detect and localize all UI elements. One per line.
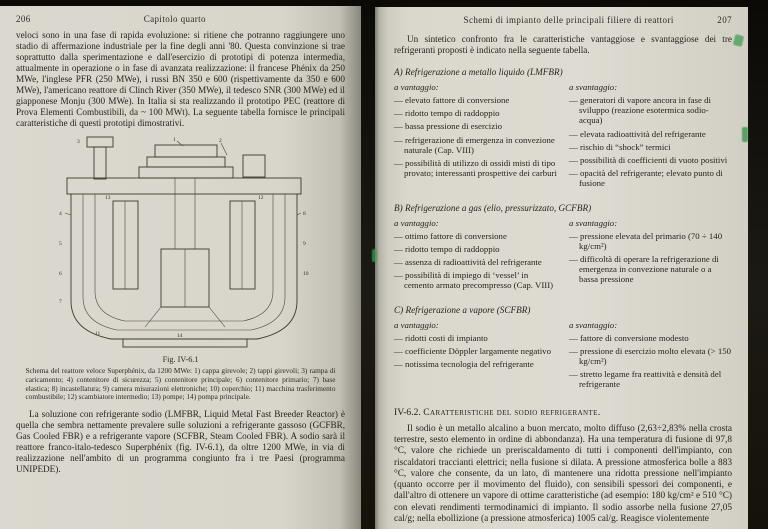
disadvantages-label: a svantaggio: [569,82,618,92]
advantage-item: — ridotti costi di impianto [394,332,488,343]
subsection-title-text: Caratteristiche del sodio refrigerante. [423,406,601,418]
left-paragraph-2: La soluzione con refrigerante sodio (LMFBR, Liquid Metal Fast Breeder Reactor) è quella che sembra nettamente prevalere sulle soluzioni a refrigerante gassoso (GCFBR, Gas Cooled FBR) e a refrigerante vapore (SCFBR, Steam Cooled FBR). A sodio sarà il reattore franco-italo-tedesco Superphénix (fig. IV-6.1), da oltre 1200 MWe, in via di realizzazione nell'ambito di un programma congiunto fra i tre Paesi (programma UNIPEDE). [16,409,345,475]
disadvantage-item: — rischio di “shock” termici [569,141,671,152]
left-page [0,6,361,529]
advantages-label: a vantaggio: [394,217,439,228]
scan-artifact [742,127,748,142]
right-section-title: Schemi di impianto delle principali filiere di reattori [463,15,674,25]
disadvantages-column [569,218,732,294]
advantage-item: — bassa pressione di esercizio [394,121,502,132]
subsection-heading [394,407,732,418]
subsection-number: IV-6.2. [394,406,421,418]
section-lmfbr [394,67,732,192]
disadvantage-item: — generatori di vapore ancora in fase di sviluppo (reazione esotermica sodio-acqua) [569,95,711,126]
disadvantages-label: a svantaggio: [569,319,618,330]
svg-text:9: 9 [302,241,306,247]
section-a-title: A) Refrigerazione a metallo liquido (LMFBR) [394,67,563,77]
left-running-head [16,14,345,24]
section-gcfbr [394,203,732,294]
svg-text:4: 4 [58,211,62,217]
right-intro-paragraph: Un sintetico confronto fra le caratteristiche vantaggiose e svantaggiose dei tre refrigeranti proposti è indicato nella seguente tabella. [394,34,732,55]
advantages-column [394,218,557,294]
left-page-number: 206 [16,14,31,24]
disadvantages-label: a svantaggio: [569,217,618,228]
figure-iv-6-1 [25,133,337,402]
disadvantage-item: — opacità del refrigerante; elevato punto di fusione [569,168,723,189]
disadvantage-item: — fattore di conversione modesto [569,332,689,343]
advantages-label: a vantaggio: [394,82,439,92]
disadvantage-item: — stretto legame fra reattività e densità del refrigerante [569,369,722,390]
svg-text:1: 1 [172,137,176,143]
disadvantages-column [569,82,732,192]
sodium-paragraph: Il sodio è un metallo alcalino a buon mercato, molto diffuso (2,63÷2,83% nella crosta terrestre, sesto elemento in ordine di abbondanza). Ha una temperatura di fusione di 97,8 °C, valore che richiede un preriscaldamento di tutti i componenti dell'impianto, con riscaldatori traccianti elettrici; nella fusione si dilata. A pressione atmosferica bolle a 883 °C, valore che consente, da un lato, di mantenere una ridotta pressione nell'impianto (quanto occorre per il movimento del fluido), con sensibili spessori dei componenti, e dall'altro di ottenere un vapore di ottime caratteristiche (ad esempio: 180 kg/cm² e 510 °C) con elevati rendimenti termodinamici di impianto. Il sodio assorbe nella fusione 27,05 cal/g; nella ebollizione (a pressione atmosferica) 1005 cal/g. Reagisce violentemente [394,423,732,525]
advantage-item: — elevato fattore di conversione [394,95,510,105]
figure-label: Fig. IV-6.1 [162,355,199,364]
svg-text:10: 10 [302,271,308,277]
disadvantage-item: — elevata radioattività del refrigerante [569,128,706,139]
svg-text:14: 14 [176,333,182,339]
svg-text:2: 2 [218,138,222,144]
advantages-label: a vantaggio: [394,319,439,330]
svg-text:3: 3 [76,139,80,145]
svg-text:6: 6 [58,271,62,277]
left-paragraph-1: veloci sono in una fase di rapida evoluzione: si ritiene che potranno raggiungere uno stadio di affermazione industriale per la fine degli anni '80. Questa convinzione si trae soprattutto dalla sperimentazione e dall'esercizio di prototipi di potenza intermedia, attualmente in operazione o in fase di avanzata realizzazione: il francese Phénix da 250 MWe, l'inglese PFR (250 MWe), i russi BN 350 e 600 (rispettivamente da 350 e 600 MWe), l'americano reattore di Clinch River (350 MWe), il tedesco SNR (300 MWe) ed il giapponese Monju (300 MWe). In Italia si sta realizzando il prototipo PEC (reattore di Prova Elementi Combustibili, da ~ 100 MWt). La seguente tabella fornisce le principali caratteristiche di questi prototipi dimostrativi. [16,30,345,128]
svg-text:8: 8 [302,211,306,217]
svg-text:5: 5 [58,241,62,247]
section-b-title: B) Refrigerazione a gas (elio, pressurizzato, GCFBR) [394,202,592,213]
svg-text:13: 13 [104,195,110,201]
advantage-item: — ridotto tempo di raddoppio [394,108,500,119]
svg-text:7: 7 [58,299,62,305]
disadvantage-item: — possibilità di coefficienti di vuoto positivi [569,155,728,166]
right-page [375,7,748,529]
advantage-item: — possibilità di impiego di ‘vessel’ in cemento armato precompresso (Cap. VIII) [394,270,554,291]
advantage-item: — refrigerazione di emergenza in convezione naturale (Cap. VIII) [394,134,555,155]
advantage-item: — coefficiente Döppler largamente negativo [394,345,551,356]
disadvantage-item: — pressione elevata del primario (70 ÷ 140 kg/cm²) [569,230,723,251]
figure-caption: Schema del reattore veloce Superphénix, da 1200 MWe: 1) cappa girevole; 2) tappi girevoli; 3) rampa di caricamento; 4) contenitore di sicurezza; 5) contenitore principale; 6) contenitore primario; 7) base elastica; 8) incastellatura; 9) camera misurazioni elettroniche; 10) coperchio; 11) macchina trasferimento combustibile; 12) scambiatore intermedio; 13) pompe; 14) pompa principale. [25,366,336,402]
advantage-item: — notissima tecnologia del refrigerante [394,359,534,370]
advantage-item: — ottimo fattore di conversione [394,230,507,241]
reactor-cutaway-figure [25,133,337,349]
advantage-item: — possibilità di utilizzo di ossidi misti di tipo provato; interessanti prospettive dei carburi [394,158,557,179]
right-page-number: 207 [717,15,732,25]
left-chapter-title: Capitolo quarto [143,14,206,24]
advantage-item: — assenza di radioattività del refrigerante [394,257,542,268]
right-running-head [394,15,732,25]
section-c-title: C) Refrigerazione a vapore (SCFBR) [394,304,531,315]
svg-text:11: 11 [94,331,100,337]
disadvantage-item: — pressione di esercizio molto elevata (> 150 kg/cm²) [569,345,732,367]
section-scfbr [394,305,732,393]
svg-text:12: 12 [257,195,263,201]
advantages-column [394,82,557,192]
disadvantage-item: — difficoltà di operare la refrigerazione di emergenza in convezione naturale o a bassa pressione [569,254,719,285]
advantage-item: — ridotto tempo di raddoppio [394,243,500,254]
advantages-column [394,320,557,393]
scan-artifact [372,249,377,262]
disadvantages-column [569,320,732,393]
